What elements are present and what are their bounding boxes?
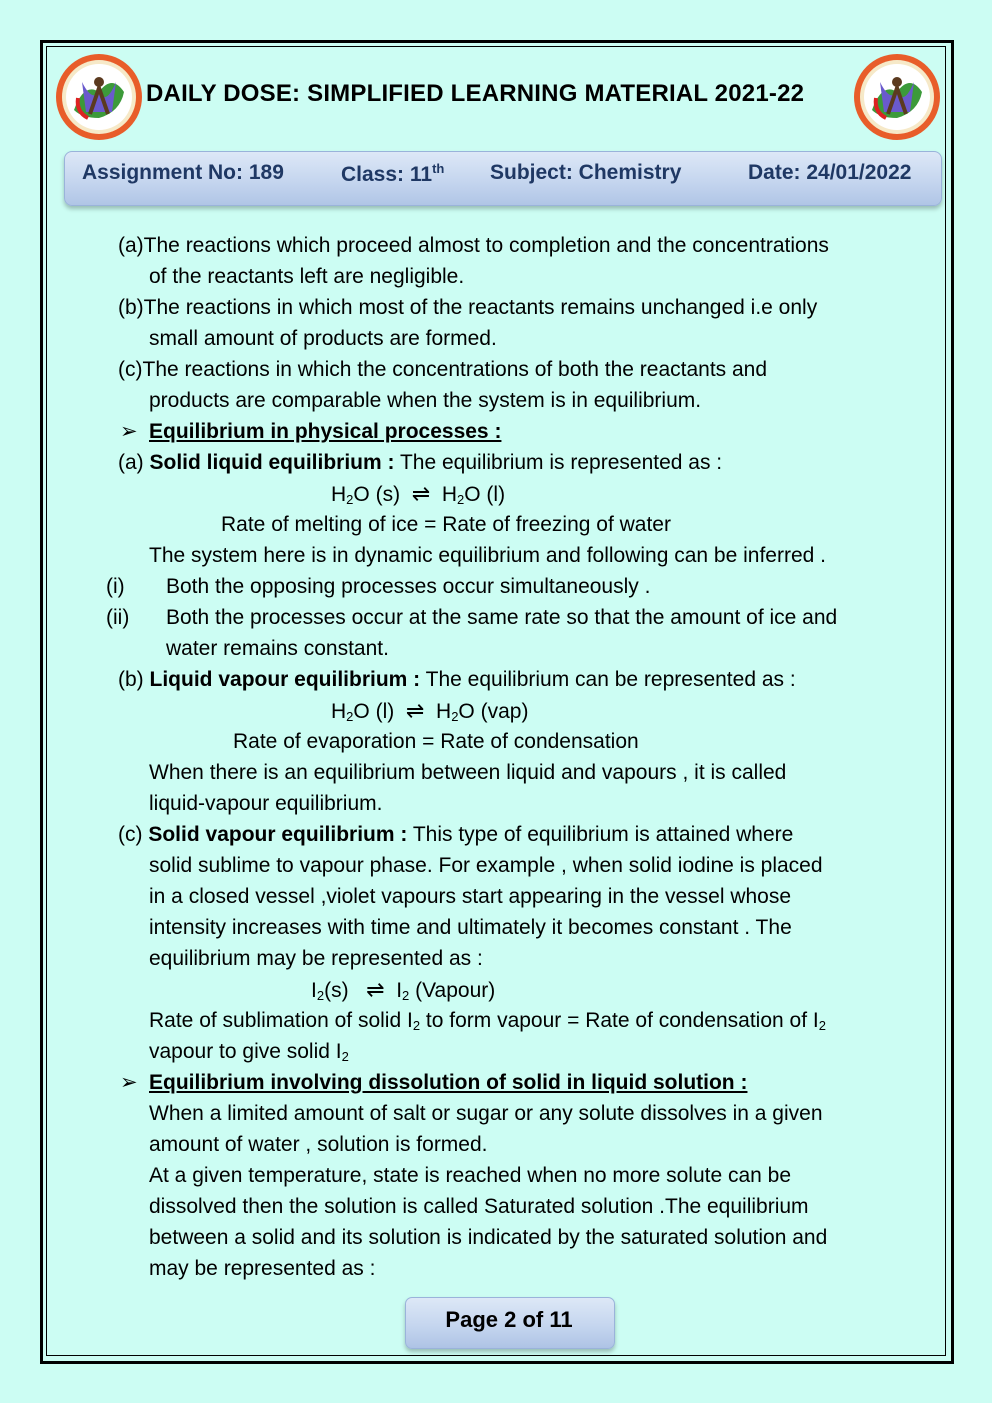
solid-vapour-heading: (c) Solid vapour equilibrium : This type of equilibrium is attained where	[118, 823, 794, 846]
bullet-icon: ➢	[120, 1071, 138, 1094]
liquid-vapour-text: When there is an equilibrium between liquid and vapours , it is called	[149, 761, 787, 784]
solid-vapour-text-4: intensity increases with time and ultimately it becomes constant . The	[149, 916, 792, 939]
dissolution-text-3: At a given temperature, state is reached when no more solute can be	[149, 1164, 792, 1187]
date-label: Date: 24/01/2022	[748, 161, 912, 184]
solid-vapour-text-2: solid sublime to vapour phase. For example , when solid iodine is placed	[149, 854, 823, 877]
solid-vapour-text-3: in a closed vessel ,violet vapours start appearing in the vessel whose	[149, 885, 792, 908]
inference-ii-text: Both the processes occur at the same rate so that the amount of ice and	[166, 606, 838, 629]
solid-vapour-rate-cont: vapour to give solid $I_2$	[149, 1040, 349, 1064]
dissolution-text-6: may be represented as :	[149, 1257, 376, 1280]
solid-liquid-rate: Rate of melting of ice = Rate of freezing of water	[221, 513, 671, 536]
mission-buniyaad-logo-right	[852, 52, 942, 142]
page-number: Page 2 of 11	[445, 1307, 573, 1332]
list-item-b: (b)The reactions in which most of the reactants remains unchanged i.e only	[118, 296, 818, 319]
list-item-b-cont: small amount of products are formed.	[149, 327, 497, 350]
section-heading-dissolution: Equilibrium involving dissolution of solid in liquid solution :	[149, 1071, 748, 1094]
liquid-vapour-equation: $H_2O$ (l) ⇌ $H_2O$ (vap)	[331, 698, 529, 724]
document-title: DAILY DOSE: SIMPLIFIED LEARNING MATERIAL 2021-22	[146, 80, 805, 107]
dissolution-text-2: amount of water , solution is formed.	[149, 1133, 488, 1156]
solid-vapour-equation: $I_2(s)$ ⇌ $I_2$ (Vapour)	[311, 977, 496, 1003]
dissolution-text-1: When a limited amount of salt or sugar or any solute dissolves in a given	[149, 1102, 823, 1125]
dissolution-text-4: dissolved then the solution is called Saturated solution .The equilibrium	[149, 1195, 809, 1218]
inference-i-text: Both the opposing processes occur simultaneously .	[166, 575, 651, 598]
list-item-c-cont: products are comparable when the system is in equilibrium.	[149, 389, 702, 412]
list-item-a: (a)The reactions which proceed almost to completion and the concentrations	[118, 234, 829, 257]
assignment-number: Assignment No: 189	[82, 161, 284, 184]
liquid-vapour-rate: Rate of evaporation = Rate of condensation	[233, 730, 639, 753]
inference-ii-cont: water remains constant.	[166, 637, 389, 660]
mission-buniyaad-logo-left	[54, 52, 144, 142]
solid-liquid-equation: $H_2O$ (s) ⇌ $H_2O$ (l)	[331, 481, 506, 507]
section-heading-physical: Equilibrium in physical processes :	[149, 420, 502, 443]
list-item-a-cont: of the reactants left are negligible.	[149, 265, 465, 288]
dissolution-text-5: between a solid and its solution is indicated by the saturated solution and	[149, 1226, 828, 1249]
solid-vapour-rate: Rate of sublimation of solid $I_2$ to form vapour = Rate of condensation of $I_2$	[149, 1009, 826, 1033]
subject-label: Subject: Chemistry	[490, 161, 682, 184]
inference-i-label: (i)	[106, 575, 125, 598]
liquid-vapour-text-cont: liquid-vapour equilibrium.	[149, 792, 383, 815]
solid-vapour-text-5: equilibrium may be represented as :	[149, 947, 483, 970]
liquid-vapour-heading: (b) Liquid vapour equilibrium : The equilibrium can be represented as :	[118, 668, 796, 691]
solid-liquid-heading: (a) Solid liquid equilibrium : The equilibrium is represented as :	[118, 451, 723, 474]
class-label: Class: 11th	[341, 161, 445, 186]
inference-ii-label: (ii)	[106, 606, 130, 629]
list-item-c: (c)The reactions in which the concentrations of both the reactants and	[118, 358, 768, 381]
dynamic-equilibrium-text: The system here is in dynamic equilibrium and following can be inferred .	[149, 544, 826, 567]
bullet-icon: ➢	[120, 420, 138, 443]
